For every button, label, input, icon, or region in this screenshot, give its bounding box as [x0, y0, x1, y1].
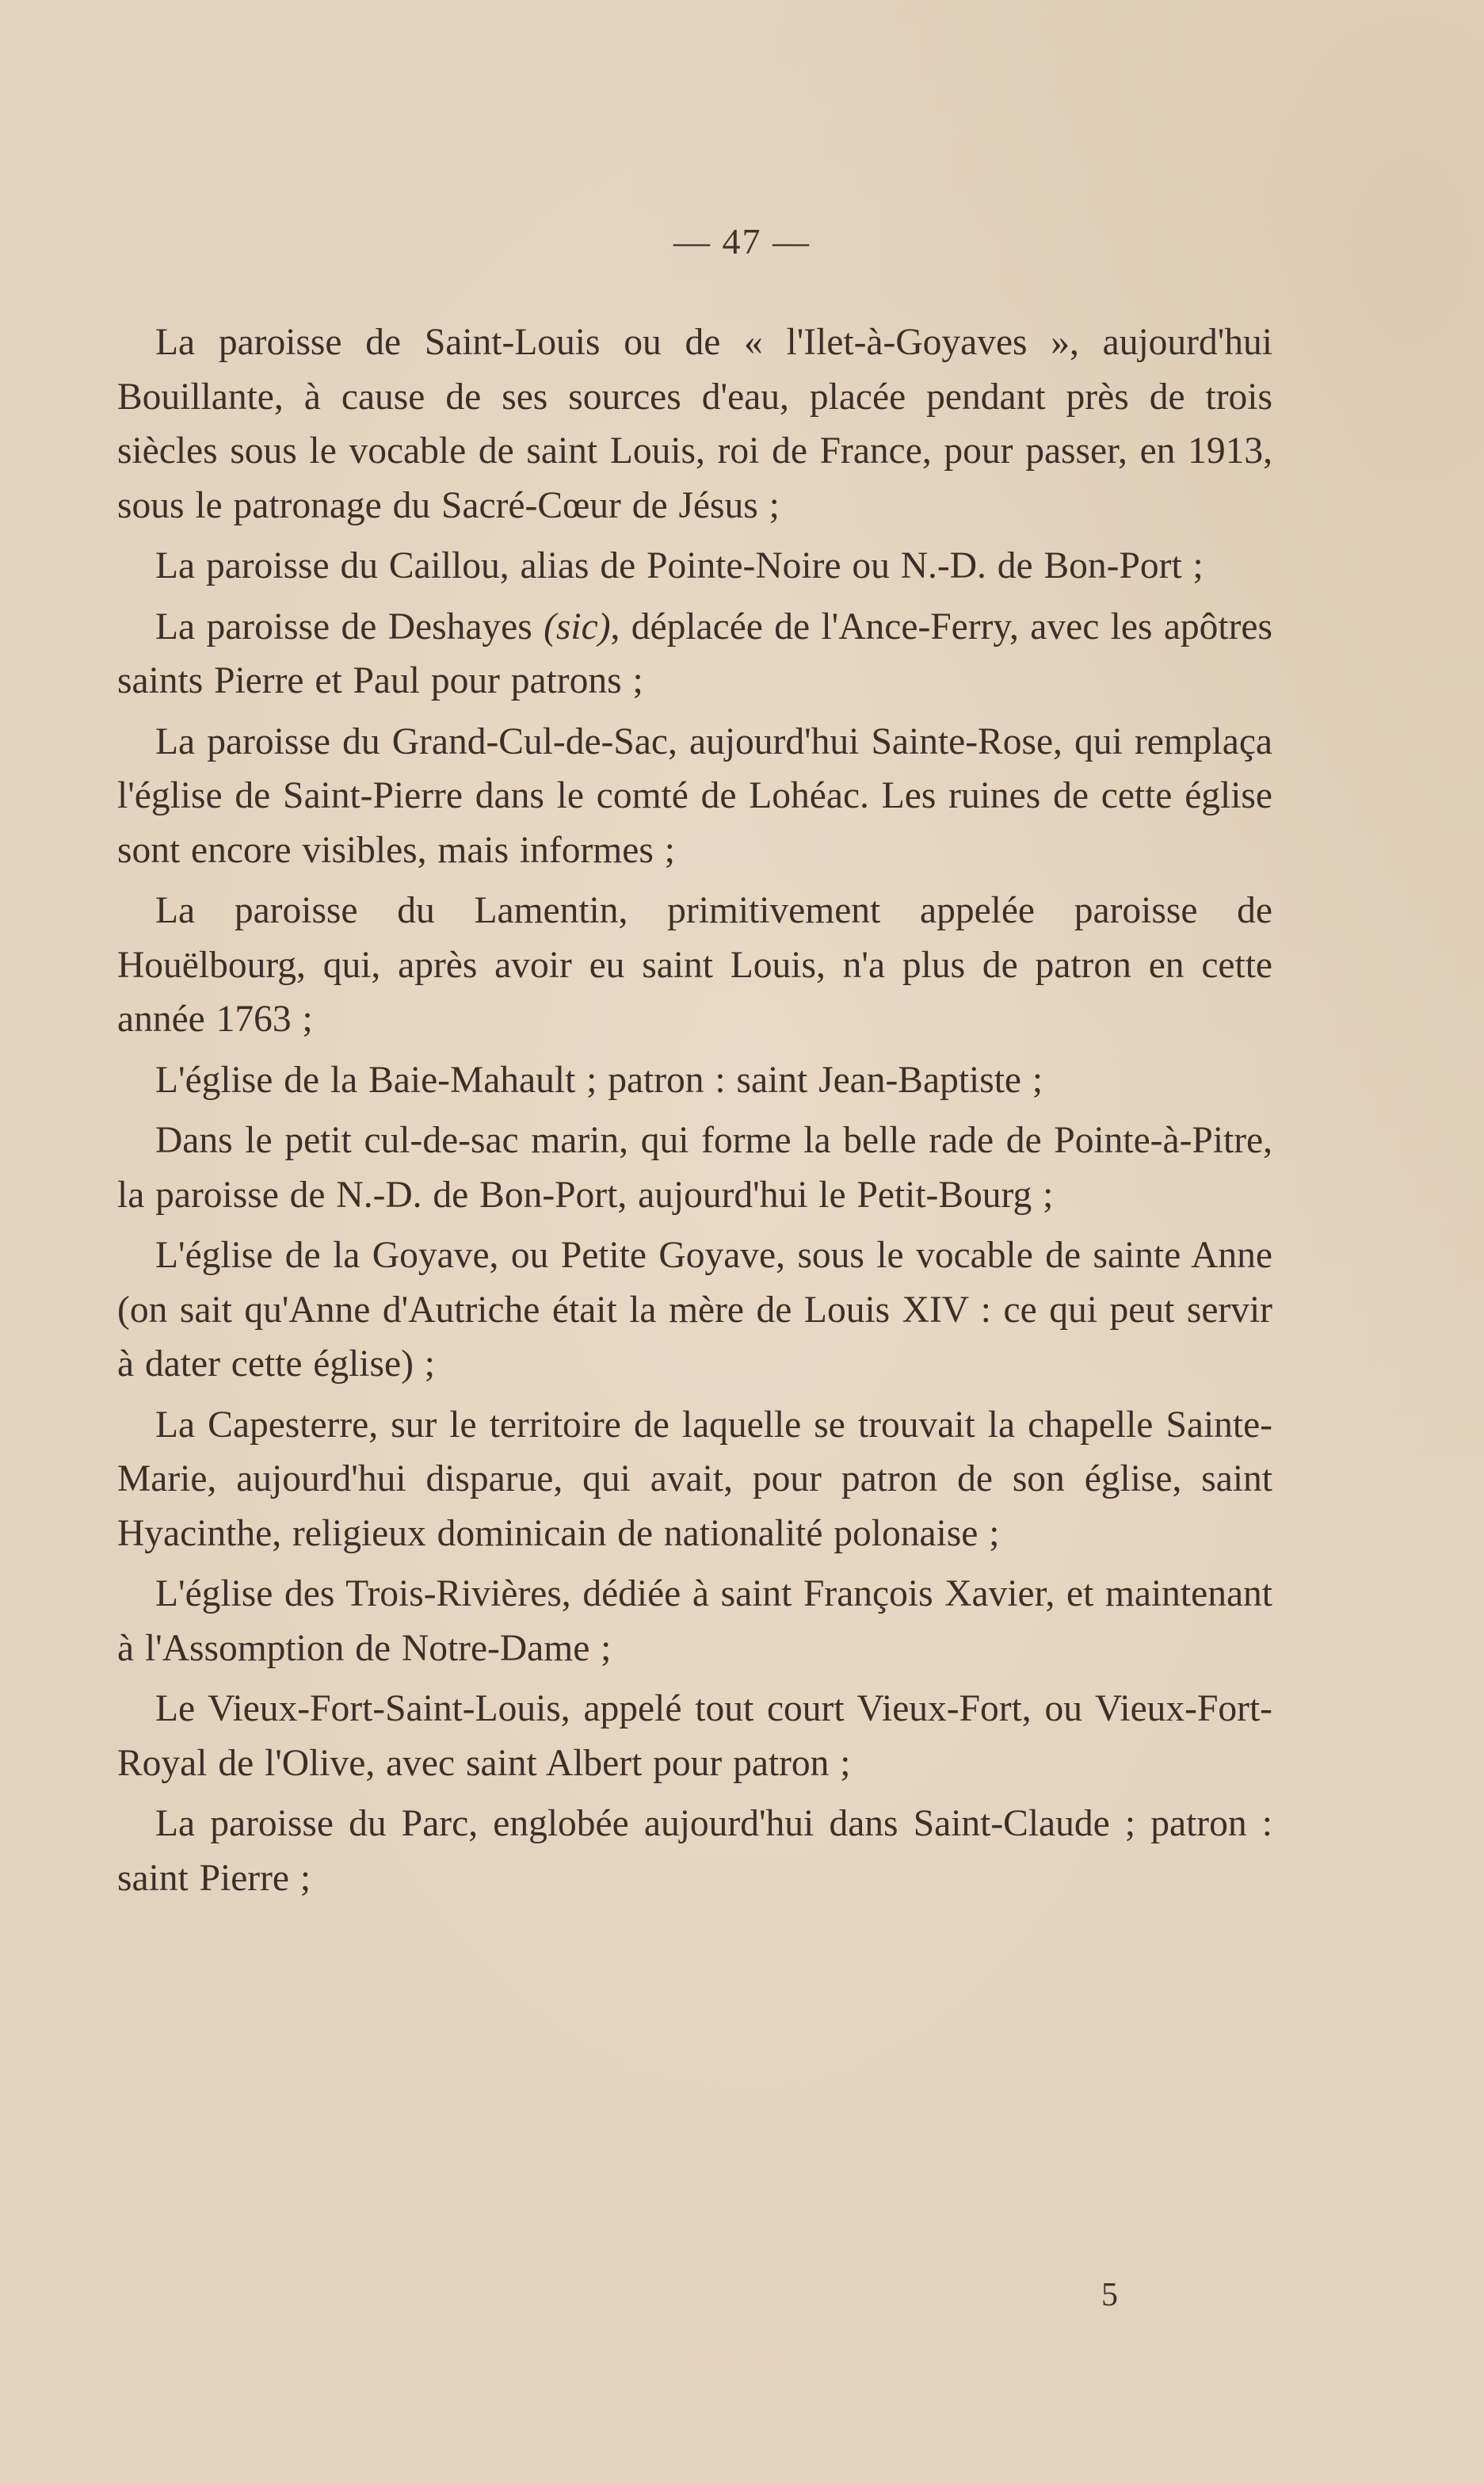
paragraph: La Capesterre, sur le territoire de laquelle se trouvait la chapelle Sainte-Marie, aujourd'hui disparue, qui avait, pour patron de son église, saint Hyacinthe, religieux dominicain de nationalité polonaise ;: [117, 1404, 1272, 1554]
paragraph: L'église de la Baie-Mahault ; patron : saint Jean-Baptiste ;: [155, 1059, 1043, 1101]
sic-annotation: (sic): [544, 605, 611, 647]
body-text: [117, 315, 1272, 1912]
paragraph-text: La paroisse de Deshayes: [155, 605, 544, 647]
paragraph: La paroisse de Saint-Louis ou de « l'Ilet-à-Goyaves », aujourd'hui Bouillante, à cause de ses sources d'eau, placée pendant près de trois siècles sous le vocable de saint Louis, roi de France, pour passer, en 1913, sous le patronage du Sacré-Cœur de Jésus ;: [117, 322, 1272, 526]
paragraph: Le Vieux-Fort-Saint-Louis, appelé tout court Vieux-Fort, ou Vieux-Fort-Royal de l'Olive, avec saint Albert pour patron ;: [117, 1688, 1272, 1784]
page-number: — 47 —: [673, 221, 811, 262]
paragraph: La paroisse du Parc, englobée aujourd'hui dans Saint-Claude ; patron : saint Pierre ;: [117, 1803, 1272, 1899]
paragraph: L'église des Trois-Rivières, dédiée à saint François Xavier, et maintenant à l'Assomption de Notre-Dame ;: [117, 1573, 1272, 1669]
paragraph-text: , déplacée de l'Ance-Ferry, avec les apôtres saints Pierre et Paul pour patrons ;: [117, 605, 1272, 701]
paragraph: Dans le petit cul-de-sac marin, qui forme la belle rade de Pointe-à-Pitre, la paroisse de N.-D. de Bon-Port, aujourd'hui le Petit-Bourg ;: [117, 1120, 1272, 1216]
paragraph: [117, 600, 1272, 709]
signature-mark: 5: [1101, 2277, 1118, 2313]
paragraph: La paroisse du Lamentin, primitivement appelée paroisse de Houëlbourg, qui, après avoir eu saint Louis, n'a plus de patron en cette année 1763 ;: [117, 890, 1272, 1040]
paragraph: L'église de la Goyave, ou Petite Goyave, sous le vocable de sainte Anne (on sait qu'Anne d'Autriche était la mère de Louis XIV : ce qui peut servir à dater cette église) ;: [117, 1235, 1272, 1385]
paragraph: La paroisse du Grand-Cul-de-Sac, aujourd'hui Sainte-Rose, qui remplaça l'église de Saint-Pierre dans le comté de Lohéac. Les ruines de cette église sont encore visibles, mais informes ;: [117, 720, 1272, 871]
paragraph: La paroisse du Caillou, alias de Pointe-Noire ou N.-D. de Bon-Port ;: [155, 545, 1204, 586]
